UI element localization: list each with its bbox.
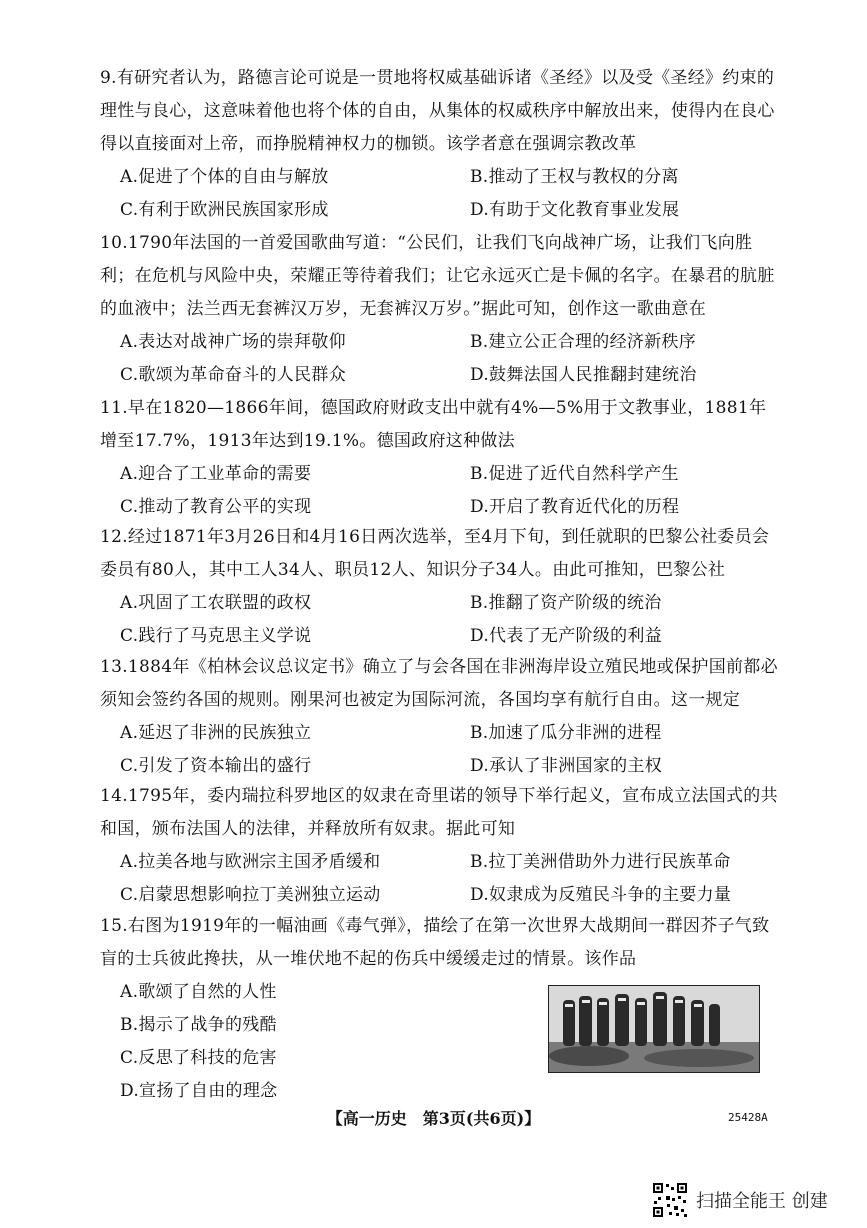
option-list <box>120 846 780 912</box>
question-stem: 13.1884年《柏林会议总议定书》确立了与会各国在非洲海岸设立殖民地或保护国前都必须知会签约各国的规则。刚果河也被定为国际河流，各国均享有航行自由。这一规定 <box>100 657 778 710</box>
option-b: B.建立公正合理的经济新秩序 <box>470 332 697 352</box>
option-list <box>120 458 780 524</box>
option-d: D.代表了无产阶级的利益 <box>470 626 663 646</box>
option-b: B.推翻了资产阶级的统治 <box>470 593 662 613</box>
option-list <box>120 587 780 653</box>
question-10 <box>100 227 780 392</box>
question-stem: 9.有研究者认为，路德言论可说是一贯地将权威基础诉诸《圣经》以及受《圣经》约束的理性与良心，这意味着他也将个体的自由，从集体的权威秩序中解放出来，使得内在良心得以直接面对上帝，而挣脱精神权力的枷锁。该学者意在强调宗教改革 <box>100 68 775 154</box>
question-14 <box>100 780 780 912</box>
question-stem: 14.1795年，委内瑞拉科罗地区的奴隶在奇里诺的领导下举行起义，宣布成立法国式的共和国，颁布法国人的法律，并释放所有奴隶。据此可知 <box>100 786 778 839</box>
option-c: C.启蒙思想影响拉丁美洲独立运动 <box>120 885 381 905</box>
option-b: B.拉丁美洲借助外力进行民族革命 <box>470 852 731 872</box>
question-11 <box>100 392 780 524</box>
option-list <box>120 161 780 227</box>
question-12 <box>100 521 780 653</box>
scanner-watermark <box>652 1182 828 1218</box>
scanner-credit: 扫描全能王 创建 <box>696 1191 828 1212</box>
option-b: B.促进了近代自然科学产生 <box>470 464 679 484</box>
question-9 <box>100 62 780 227</box>
question-stem: 12.经过1871年3月26日和4月16日两次选举，至4月下旬，到任就职的巴黎公社委员会委员有80人，其中工人34人、职员12人、知识分子34人。由此可推知，巴黎公社 <box>100 527 770 580</box>
question-stem: 11.早在1820—1866年间，德国政府财政支出中就有4%—5%用于文教事业，1881年增至17.7%，1913年达到19.1%。德国政府这种做法 <box>100 398 767 451</box>
painting-image <box>548 985 760 1073</box>
option-d: D.有助于文化教育事业发展 <box>470 200 680 220</box>
option-a: A.歌颂了自然的人性 <box>120 982 277 1002</box>
option-a: A.延迟了非洲的民族独立 <box>120 723 312 743</box>
painting-illustration <box>549 986 759 1072</box>
option-c: C.推动了教育公平的实现 <box>120 497 312 517</box>
option-c: C.引发了资本输出的盛行 <box>120 756 312 776</box>
qr-code-icon <box>652 1182 688 1218</box>
page-footer-title: 【高一历史 第3页(共6页)】 <box>326 1109 541 1128</box>
question-stem: 10.1790年法国的一首爱国歌曲写道：“公民们，让我们飞向战神广场，让我们飞向胜利；在危机与风险中央，荣耀正等待着我们；让它永远灭亡是卡佩的名字。在暴君的肮脏的血液中；法兰西无套裤汉万岁，无套裤汉万岁。”据此可知，创作这一歌曲意在 <box>100 233 775 319</box>
question-stem: 15.右图为1919年的一幅油画《毒气弹》，描绘了在第一次世界大战期间一群因芥子气致盲的士兵彼此搀扶，从一堆伏地不起的伤兵中缓缓走过的情景。该作品 <box>100 916 770 969</box>
option-b: B.揭示了战争的残酷 <box>120 1015 277 1035</box>
option-b: B.加速了瓜分非洲的进程 <box>470 723 662 743</box>
option-d: D.奴隶成为反殖民斗争的主要力量 <box>470 885 732 905</box>
option-a: A.拉美各地与欧洲宗主国矛盾缓和 <box>120 852 381 872</box>
option-c: C.反思了科技的危害 <box>120 1048 277 1068</box>
option-c: C.践行了马克思主义学说 <box>120 626 312 646</box>
option-d: D.开启了教育近代化的历程 <box>470 497 680 517</box>
option-a: A.迎合了工业革命的需要 <box>120 464 312 484</box>
option-d: D.承认了非洲国家的主权 <box>470 756 663 776</box>
option-d: D.宣扬了自由的理念 <box>120 1081 278 1101</box>
option-d: D.鼓舞法国人民推翻封建统治 <box>470 365 697 385</box>
option-c: C.有利于欧洲民族国家形成 <box>120 200 329 220</box>
option-list <box>120 326 780 392</box>
option-c: C.歌颂为革命奋斗的人民群众 <box>120 365 347 385</box>
option-a: A.巩固了工农联盟的政权 <box>120 593 312 613</box>
option-list <box>120 717 780 783</box>
option-a: A.表达对战神广场的崇拜敬仰 <box>120 332 346 352</box>
question-13 <box>100 651 780 783</box>
option-b: B.推动了王权与教权的分离 <box>470 167 679 187</box>
exam-code: 25428A <box>728 1111 768 1124</box>
option-a: A.促进了个体的自由与解放 <box>120 167 329 187</box>
